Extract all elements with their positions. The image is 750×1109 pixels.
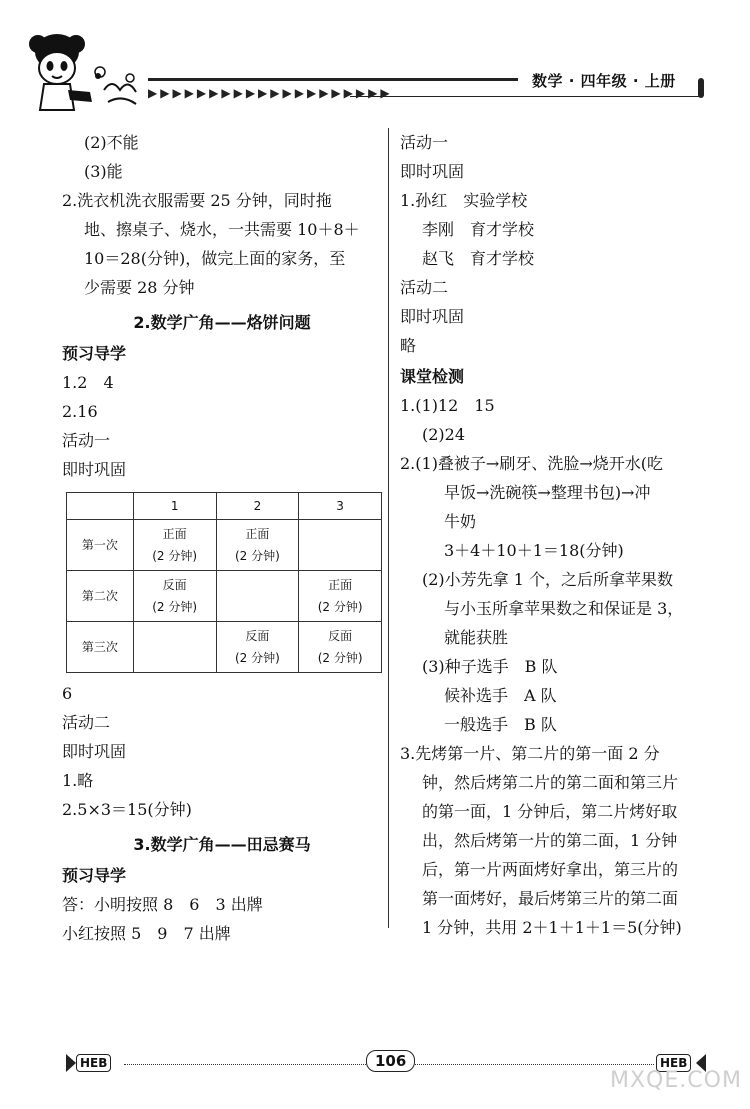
right-column	[400, 128, 718, 942]
left-column	[62, 128, 382, 948]
cell-time: (2 分钟)	[317, 600, 363, 614]
cell-time: (2 分钟)	[152, 549, 198, 563]
answer-line: (2)24	[422, 425, 466, 444]
pancake-schedule-table	[66, 492, 382, 673]
section-heading: 3.数学广角——田忌赛马	[133, 835, 311, 854]
answer-line: 2.洗衣机洗衣服需要 25 分钟，同时拖	[62, 191, 332, 210]
answer-line: 2.(1)叠被子→刷牙、洗脸→烧开水(吃	[400, 454, 663, 473]
book-title: 数学 · 四年级 · 上册	[532, 72, 676, 90]
answer-line: 2.5×3＝15(分钟)	[62, 800, 192, 819]
answer-line: 1.略	[62, 771, 94, 790]
answer-line: 略	[400, 336, 417, 355]
answer-line: 牛奶	[444, 512, 477, 531]
cartoon-girl-icon	[12, 30, 152, 125]
table-cell	[216, 520, 299, 571]
activity-label: 活动一	[400, 133, 449, 152]
cell-side: 正面	[162, 527, 187, 541]
table-cell	[133, 520, 216, 571]
answer-line: (2)小芳先拿 1 个，之后所拿苹果数	[422, 570, 674, 589]
answer-line: 2.16	[62, 402, 98, 421]
answer-line: (3)能	[84, 162, 123, 181]
answer-line: 1 分钟，共用 2＋1＋1＋1＝5(分钟)	[422, 918, 682, 937]
table-header-cell: 2	[216, 493, 299, 520]
publisher-tag: HEB	[76, 1054, 111, 1072]
cell-side: 正面	[328, 578, 353, 592]
row-label: 第一次	[67, 520, 134, 571]
activity-label: 活动一	[62, 431, 111, 450]
header-rule	[148, 78, 518, 81]
activity-label: 即时巩固	[62, 460, 127, 479]
subsection-heading: 课堂检测	[400, 367, 465, 386]
table-cell	[216, 622, 299, 673]
triangle-right-icon	[66, 1054, 76, 1072]
answer-line: 6	[62, 684, 73, 703]
cell-side: 反面	[245, 629, 270, 643]
answer-line: 1.孙红 实验学校	[400, 191, 528, 210]
answer-line: 后，第一片两面烤好拿出，第三片的	[422, 860, 679, 879]
table-cell	[133, 571, 216, 622]
answer-line: 10＝28(分钟)，做完上面的家务，至	[84, 249, 346, 268]
cell-time: (2 分钟)	[234, 549, 280, 563]
header-end-cap	[698, 78, 704, 98]
answer-line: 3.先烤第一片、第二片的第一面 2 分	[400, 744, 660, 763]
table-cell	[299, 622, 382, 673]
table-cell	[216, 571, 299, 622]
table-header-cell: 3	[299, 493, 382, 520]
answer-line: 的第一面，1 分钟后，第二片烤好取	[422, 802, 678, 821]
answer-line: 小红按照 5 9 7 出牌	[62, 924, 231, 943]
answer-line: 少需要 28 分钟	[84, 278, 195, 297]
answer-line: 候补选手 A 队	[444, 686, 557, 705]
header-arrow-strip: ▶▶▶▶▶▶▶▶▶▶▶▶▶▶▶▶▶▶▶▶	[148, 86, 393, 100]
answer-line: (2)不能	[84, 133, 139, 152]
activity-label: 活动二	[62, 713, 111, 732]
answer-line: 就能获胜	[444, 628, 509, 647]
activity-label: 即时巩固	[400, 307, 465, 326]
publisher-tag: HEB	[656, 1054, 691, 1072]
table-row	[67, 571, 382, 622]
row-label: 第三次	[67, 622, 134, 673]
cell-side: 反面	[162, 578, 187, 592]
cell-side: 反面	[328, 629, 353, 643]
answer-line: 钟，然后烤第二片的第二面和第三片	[422, 773, 679, 792]
table-row	[67, 520, 382, 571]
watermark: MXQE.COM	[610, 1068, 742, 1093]
answer-line: 一般选手 B 队	[444, 715, 557, 734]
subsection-heading: 预习导学	[62, 344, 127, 363]
table-cell	[299, 520, 382, 571]
answer-line: 1.(1)12 15	[400, 396, 495, 415]
answer-line: 1.2 4	[62, 373, 114, 392]
table-header-cell	[67, 493, 134, 520]
header-underline	[350, 96, 702, 97]
page-number: 106	[366, 1050, 415, 1072]
table-header-cell: 1	[133, 493, 216, 520]
answer-line: 赵飞 育才学校	[422, 249, 535, 268]
activity-label: 即时巩固	[400, 162, 465, 181]
section-heading: 2.数学广角——烙饼问题	[133, 313, 311, 332]
answer-line: 出，然后烤第一片的第二面，1 分钟	[422, 831, 678, 850]
answer-line: 早饭→洗碗筷→整理书包)→冲	[444, 483, 651, 502]
cell-time: (2 分钟)	[234, 651, 280, 665]
activity-label: 活动二	[400, 278, 449, 297]
table-header-row	[67, 493, 382, 520]
table-row	[67, 622, 382, 673]
answer-line: 李刚 育才学校	[422, 220, 535, 239]
cell-time: (2 分钟)	[317, 651, 363, 665]
answer-line: 答：小明按照 8 6 3 出牌	[62, 895, 263, 914]
subsection-heading: 预习导学	[62, 866, 127, 885]
answer-line: 第一面烤好，最后烤第三片的第二面	[422, 889, 679, 908]
cell-side: 正面	[245, 527, 270, 541]
answer-line: 与小玉所拿苹果数之和保证是 3，	[444, 599, 684, 618]
table-cell	[299, 571, 382, 622]
activity-label: 即时巩固	[62, 742, 127, 761]
answer-line: 地、擦桌子、烧水，一共需要 10＋8＋	[84, 220, 360, 239]
column-divider	[388, 128, 389, 928]
cell-time: (2 分钟)	[152, 600, 198, 614]
row-label: 第二次	[67, 571, 134, 622]
table-cell	[133, 622, 216, 673]
answer-line: 3＋4＋10＋1＝18(分钟)	[444, 541, 624, 560]
answer-line: (3)种子选手 B 队	[422, 657, 558, 676]
